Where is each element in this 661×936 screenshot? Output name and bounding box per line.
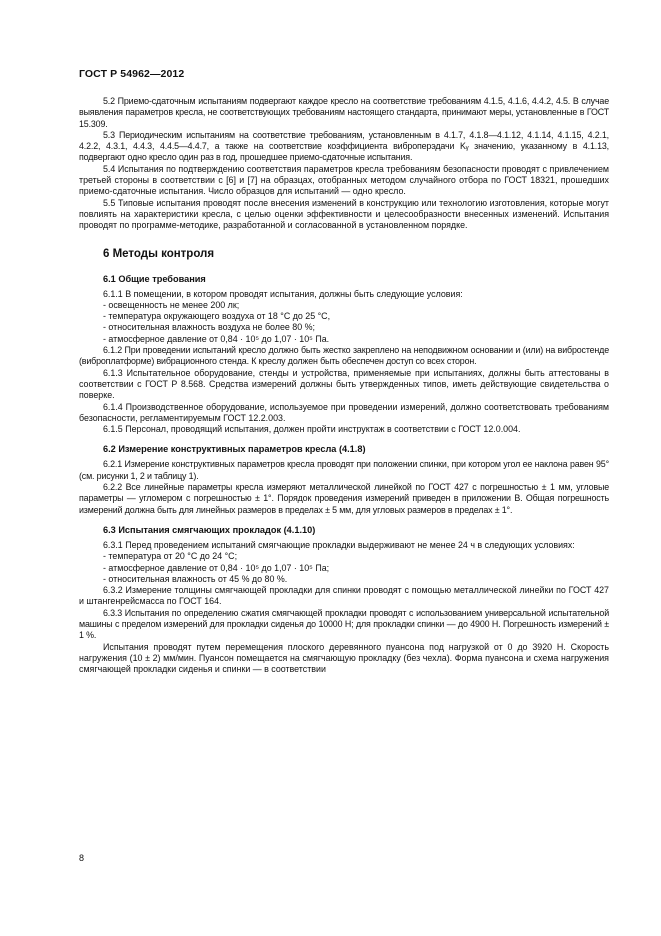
document-body (79, 96, 609, 675)
paragraph-6-3-2: 6.3.2 Измерение толщины смягчающей прокладки для спинки проводят с помощью металлической линейки по ГОСТ 427 и штангенрейсмасса по ГОСТ 164. (79, 585, 609, 607)
section-6-1-title: 6.1 Общие требования (103, 273, 206, 284)
paragraph-6-3-3: 6.3.3 Испытания по определению сжатия смягчающей прокладки проводят с использованием универсальной испытательной машины с пределом измерений для прокладки сиденья до 10000 Н; для прокладки спинки — до 4900 Н. Погрешность измерений ± 1 %. (79, 607, 609, 641)
document-header: ГОСТ Р 54962—2012 (79, 68, 185, 80)
paragraph-5-5: 5.5 Типовые испытания проводят после внесения изменений в конструкцию или технологию изготовления, которые могут повлиять на характеристики кресла, с целью оценки эффективности и целесообразности внесенных изменений. Испытания проводят по программе-методике, разработанной и согласованной в установленном порядке. (79, 197, 609, 231)
paragraph-5-4: 5.4 Испытания по подтверждению соответствия параметров кресла требованиям безопасности проводят с привлечением третьей стороны в соответствии с [6] и [7] на образцах, отобранных методом случайного отбора по ГОСТ 18321, прошедших приемо-сдаточные испытания. Число образцов для испытаний — одно кресло. (79, 163, 609, 197)
paragraph-6-3-1: 6.3.1 Перед проведением испытаний смягчающие прокладки выдерживают не менее 24 ч в следующих условиях: (103, 539, 575, 550)
paragraph-6-2-2: 6.2.2 Все линейные параметры кресла измеряют металлической линейкой по ГОСТ 427 с погрешностью ± 1 мм, угловые параметры — угломером с погрешностью ± 1°. Порядок проведения измерений приведен в приложении В. Общая погрешность измерений должна быть для линейных размеров в пределах ± 5 мм, для угловых размеров в пределах ± 1°. (79, 482, 609, 515)
list-item: - атмосферное давление от 0,84 · 10⁵ до 1,07 · 10⁵ Па; (103, 562, 330, 573)
section-6-2-title: 6.2 Измерение конструктивных параметров кресла (4.1.8) (103, 444, 366, 455)
section-6-title: 6 Методы контроля (103, 247, 215, 260)
list-item: - относительная влажность воздуха не более 80 %; (103, 322, 315, 333)
paragraph-6-3-3-cont: Испытания проводят путем перемещения плоского деревянного пуансона под нагрузкой от 0 до 3920 Н. Скорость нагружения (10 ± 2) мм/мин. Пуансон помещается на смягчающую прокладку (без чехла). Форма пуансона и схема нагружения смягчающей прокладки сиденья и спинки — в соответствии (79, 641, 609, 675)
page-number: 8 (79, 853, 85, 863)
paragraph-5-3: 5.3 Периодическим испытаниям на соответствие требованиям, установленным в 4.1.7, 4.1.8—4.1.12, 4.1.14, 4.1.15, 4.2.1, 4.2.2, 4.3.1, 4.4.3, 4.4.5—4.4.7, а также на соответствие коэффициента виброперэдачи Kᵧ значению, указанному в 4.1.13, подвергают одно кресло один раз в год, прошедшее приемо-сдаточные испытания. (79, 129, 609, 163)
paragraph-5-2: 5.2 Приемо-сдаточным испытаниям подвергают каждое кресло на соответствие требованиям 4.1.5, 4.1.6, 4.4.2, 4.5. В случае выявления параметров кресла, не соответствующих требованиям настоящего стандарта, принимают меры, установленные в ГОСТ 15.309. (79, 96, 609, 129)
paragraph-6-1-4: 6.1.4 Производственное оборудование, используемое при проведении измерений, должно соответствовать требованиям безопасности, регламентируемым ГОСТ 12.2.003. (79, 401, 609, 423)
paragraph-6-1-5: 6.1.5 Персонал, проводящий испытания, должен пройти инструктаж в соответствии с ГОСТ 12.0.004. (103, 424, 521, 435)
list-item: - относительная влажность от 45 % до 80 %. (103, 573, 288, 584)
list-item: - температура окружающего воздуха от 18 °С до 25 °С, (103, 311, 331, 322)
list-item: - атмосферное давление от 0,84 · 10⁵ до 1,07 · 10⁵ Па. (103, 333, 330, 344)
list-item: - освещенность не менее 200 лк; (103, 299, 240, 310)
paragraph-6-1-3: 6.1.3 Испытательное оборудование, стенды и устройства, применяемые при испытаниях, должны быть аттестованы в соответствии с ГОСТ Р 8.568. Средства измерений должны быть утвержденных типов, иметь действующие свидетельства о поверке. (79, 367, 609, 401)
paragraph-6-2-1: 6.2.1 Измерение конструктивных параметров кресла проводят при положении спинки, при котором угол ее наклона равен 95° (см. рисунки 1, 2 и таблицу 1). (79, 459, 609, 481)
paragraph-6-1-2: 6.1.2 При проведении испытаний кресло должно быть жестко закреплено на неподвижном основании и (или) на вибростенде (виброплатформе) вибрационного стенда. К креслу должен быть обеспечен доступ со всех сторон. (79, 345, 609, 367)
paragraph-6-1-1: 6.1.1 В помещении, в котором проводят испытания, должны быть следующие условия: (103, 288, 463, 299)
list-item: - температура от 20 °С до 24 °С; (103, 551, 238, 562)
section-6-3-title: 6.3 Испытания смягчающих прокладок (4.1.10) (103, 524, 316, 535)
